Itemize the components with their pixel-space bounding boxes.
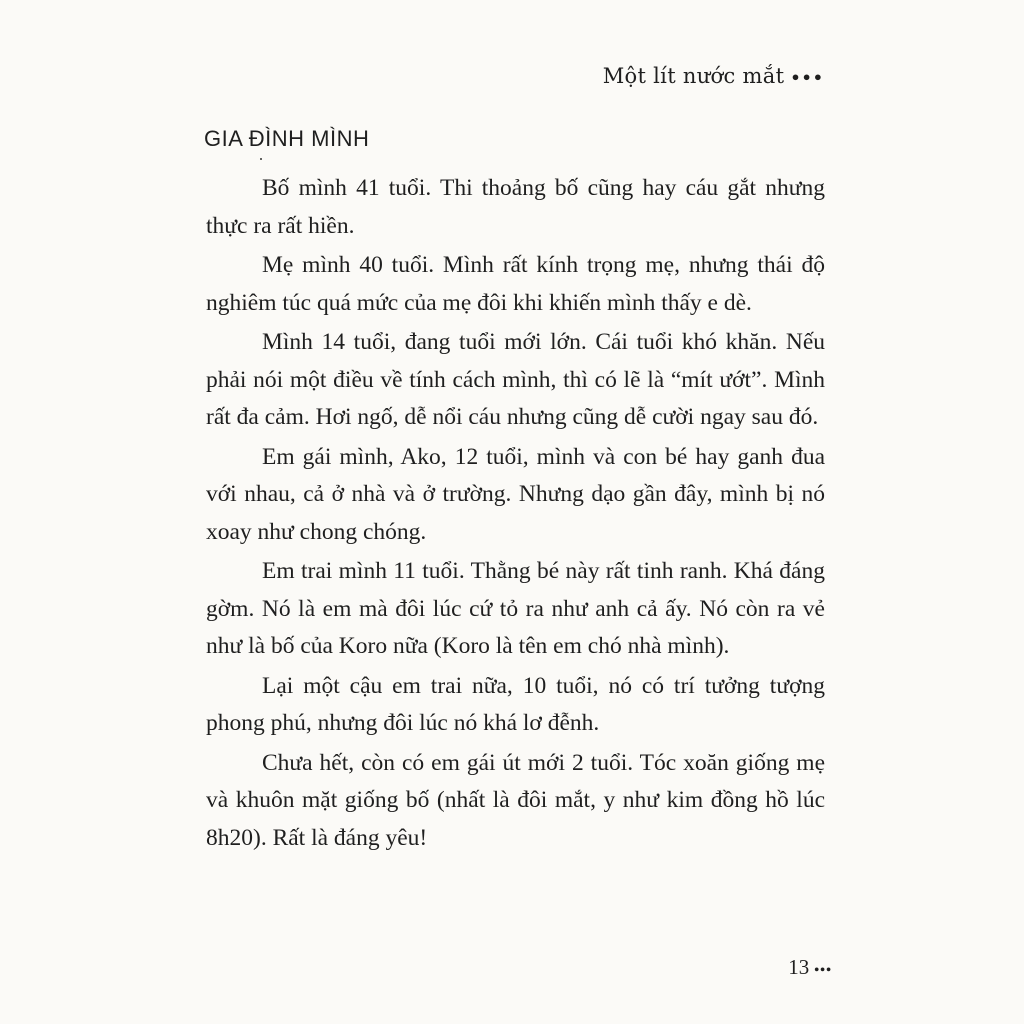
- running-head-title: Một lít nước mắt: [602, 64, 785, 88]
- body-text: [206, 170, 825, 859]
- paragraph-mother: Mẹ mình 40 tuổi. Mình rất kính trọng mẹ, nhưng thái độ nghiêm túc quá mức của mẹ đôi khi khiến mình thấy e dè.: [206, 252, 825, 316]
- running-head: [560, 64, 824, 88]
- paragraph-father: Bố mình 41 tuổi. Thi thoảng bố cũng hay cáu gắt nhưng thực ra rất hiền.: [206, 175, 825, 239]
- page-number: [760, 955, 832, 980]
- paragraph-self: Mình 14 tuổi, đang tuổi mới lớn. Cái tuổi khó khăn. Nếu phải nói một điều về tính cách mình, thì có lẽ là “mít ướt”. Mình rất đa cảm. Hơi ngố, dễ nổi cáu nhưng cũng dễ cười ngay sau đó.: [206, 329, 825, 430]
- paragraph-youngest-sister: Chưa hết, còn có em gái út mới 2 tuổi. Tóc xoăn giống mẹ và khuôn mặt giống bố (nhất là đôi mắt, y như kim đồng hồ lúc 8h20). Rất là đáng yêu!: [206, 749, 825, 851]
- paragraph-sister: Em gái mình, Ako, 12 tuổi, mình và con bé hay ganh đua với nhau, cả ở nhà và ở trường. Nhưng dạo gần đây, mình bị nó xoay như chong chóng.: [206, 443, 825, 545]
- chapter-title: GIA ĐÌNH MÌNH: [204, 126, 370, 151]
- paragraph-younger-brother: Lại một cậu em trai nữa, 10 tuổi, nó có trí tưởng tượng phong phú, nhưng đôi lúc nó khá lơ đễnh.: [206, 672, 825, 736]
- page-number-ornament: •••: [814, 963, 832, 978]
- running-head-ornament: •••: [790, 68, 824, 87]
- ink-speck: [260, 158, 262, 160]
- paragraph-brother: Em trai mình 11 tuổi. Thằng bé này rất tinh ranh. Khá đáng gờm. Nó là em mà đôi lúc cứ tỏ ra như anh cả ấy. Nó còn ra vẻ như là bố của Koro nữa (Koro là tên em chó nhà mình).: [206, 558, 825, 659]
- page-number-value: 13: [788, 955, 810, 979]
